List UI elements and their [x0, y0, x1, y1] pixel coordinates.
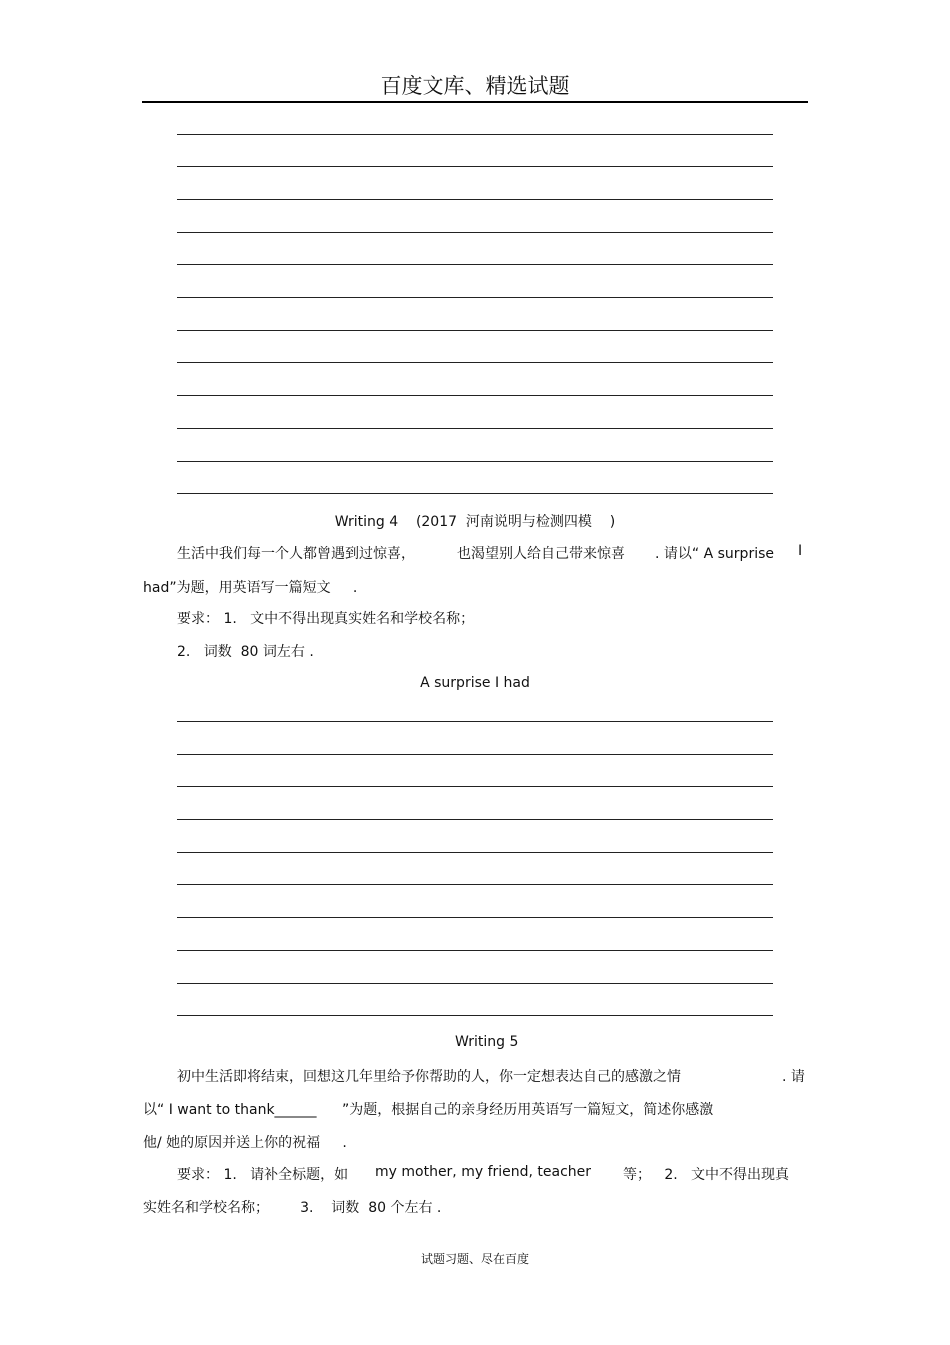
writing5-requirements: 要求： 1. 请补全标题，如: [177, 1167, 349, 1183]
answer-line: [177, 1015, 773, 1016]
answer-line: [177, 166, 773, 167]
writing5-prompt-text: ”为题，根据自己的亲身经历用英语写一篇短文，简述你感激: [342, 1102, 714, 1118]
answer-line: [177, 395, 773, 396]
writing4-prompt-text: had”为题，用英语写一篇短文 .: [143, 580, 358, 596]
answer-line: [177, 362, 773, 363]
page-footer: 试题习题、尽在百度: [420, 1252, 529, 1266]
answer-line: [177, 330, 773, 331]
page-header-title: 百度文库、精选试题: [380, 74, 570, 98]
writing4-prompt-text: . 请以“ A surprise: [655, 546, 774, 562]
writing5-requirements: 等； 2.: [623, 1167, 678, 1183]
answer-line: [177, 754, 773, 755]
answer-line: [177, 493, 773, 494]
answer-line: [177, 428, 773, 429]
header-rule: [142, 101, 808, 103]
answer-line: [177, 819, 773, 820]
writing4-heading: Writing 4 (2017 河南说明与检测四模 ): [334, 514, 616, 530]
answer-line: [177, 786, 773, 787]
answer-line: [177, 721, 773, 722]
answer-line: [177, 232, 773, 233]
writing5-requirements: my mother, my friend, teacher: [375, 1164, 592, 1180]
answer-line: [177, 199, 773, 200]
answer-line: [177, 852, 773, 853]
answer-line: [177, 461, 773, 462]
answer-line: [177, 134, 773, 135]
writing4-prompt-text: I: [798, 543, 803, 559]
writing5-prompt-text: . 请: [782, 1069, 805, 1085]
writing5-requirements: 实姓名和学校名称； 3. 词数 80 个左右 .: [143, 1200, 442, 1216]
writing4-prompt-text: 生活中我们每一个人都曾遇到过惊喜，: [177, 546, 415, 562]
answer-line: [177, 264, 773, 265]
writing5-requirements: 文中不得出现真: [691, 1167, 789, 1183]
writing4-essay-title: A surprise I had: [420, 675, 530, 691]
writing5-prompt-text: 他/ 她的原因并送上你的祝福 .: [143, 1135, 347, 1151]
answer-line: [177, 297, 773, 298]
answer-line: [177, 950, 773, 951]
answer-line: [177, 884, 773, 885]
writing4-requirement-1: 要求： 1. 文中不得出现真实姓名和学校名称；: [177, 611, 475, 627]
answer-line: [177, 917, 773, 918]
writing5-prompt-text: 初中生活即将结束，回想这几年里给予你帮助的人，你一定想表达自己的感激之情: [177, 1069, 681, 1085]
writing5-heading: Writing 5: [455, 1034, 519, 1050]
answer-line: [177, 983, 773, 984]
writing5-prompt-text: 以“ I want to thank______: [143, 1102, 317, 1118]
writing4-requirement-2: 2. 词数 80 词左右 .: [177, 644, 314, 660]
writing4-prompt-text: 也渴望别人给自己带来惊喜: [457, 546, 625, 562]
